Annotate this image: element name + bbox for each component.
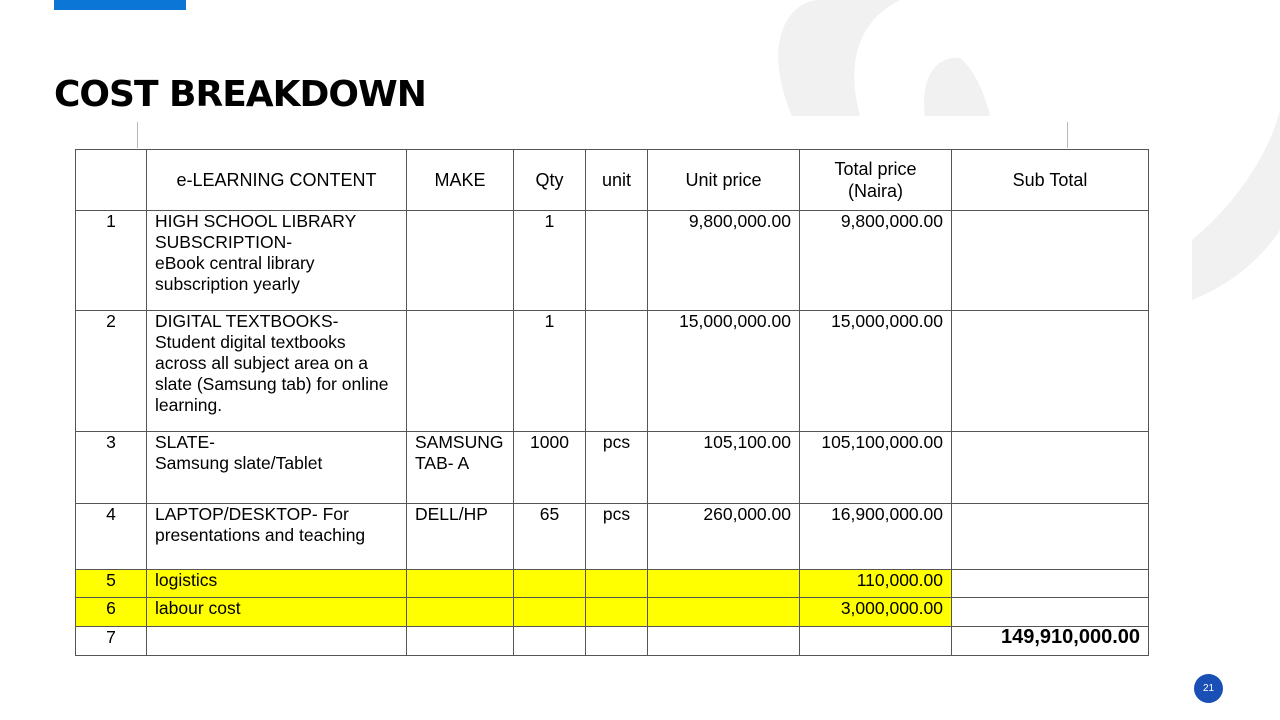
row-unit-price: [648, 598, 800, 627]
table-row: [76, 311, 1149, 432]
row-total-price: 105,100,000.00: [800, 432, 952, 504]
row-unit: [586, 211, 648, 311]
row-unit-price: [648, 570, 800, 598]
row-total-price: 16,900,000.00: [800, 504, 952, 570]
cost-table: [75, 149, 1149, 656]
slide-title: COST BREAKDOWN: [54, 74, 426, 115]
item-detail: Student digital textbooks across all subject area on a slate (Samsung tab) for online learning.: [155, 332, 389, 415]
row-number: 2: [76, 311, 147, 432]
row-description: [147, 211, 407, 311]
row-unit: pcs: [586, 504, 648, 570]
row-qty: [514, 570, 586, 598]
item-detail: eBook central library subscription yearly: [155, 253, 315, 294]
row-total-price: [800, 627, 952, 656]
row-sub-total: [952, 432, 1149, 504]
row-description: [147, 311, 407, 432]
row-total-price: 110,000.00: [800, 570, 952, 598]
row-unit: [586, 598, 648, 627]
row-make: [407, 211, 514, 311]
row-sub-total: [952, 570, 1149, 598]
row-number: 3: [76, 432, 147, 504]
header-unit: unit: [586, 150, 648, 211]
row-make: [407, 311, 514, 432]
row-make: [407, 570, 514, 598]
row-sub-total: [952, 598, 1149, 627]
table-row: [76, 211, 1149, 311]
row-number: 4: [76, 504, 147, 570]
row-qty: 1: [514, 311, 586, 432]
row-unit: [586, 311, 648, 432]
row-description: logistics: [147, 570, 407, 598]
header-make: MAKE: [407, 150, 514, 211]
row-make: [407, 627, 514, 656]
row-number: 7: [76, 627, 147, 656]
row-total-price: 15,000,000.00: [800, 311, 952, 432]
table-header-row: [76, 150, 1149, 211]
item-title: SLATE-: [155, 432, 215, 452]
item-title: HIGH SCHOOL LIBRARY SUBSCRIPTION-: [155, 211, 356, 252]
row-number: 6: [76, 598, 147, 627]
page-number-badge: 21: [1194, 674, 1223, 703]
row-qty: 1: [514, 211, 586, 311]
item-detail: For presentations and teaching: [155, 504, 366, 545]
table-row-highlighted: [76, 598, 1149, 627]
item-title: LAPTOP/DESKTOP-: [155, 504, 318, 524]
header-content: e-LEARNING CONTENT: [147, 150, 407, 211]
row-description: labour cost: [147, 598, 407, 627]
row-unit: [586, 627, 648, 656]
header-unit-price: Unit price: [648, 150, 800, 211]
row-unit: pcs: [586, 432, 648, 504]
row-unit-price: 105,100.00: [648, 432, 800, 504]
item-detail: Samsung slate/Tablet: [155, 453, 323, 473]
row-qty: [514, 598, 586, 627]
header-qty: Qty: [514, 150, 586, 211]
row-make: [407, 598, 514, 627]
row-total-price: 9,800,000.00: [800, 211, 952, 311]
row-unit: [586, 570, 648, 598]
table-row: [76, 504, 1149, 570]
row-make: DELL/HP: [407, 504, 514, 570]
row-unit-price: [648, 627, 800, 656]
row-unit-price: 15,000,000.00: [648, 311, 800, 432]
table-row: [76, 432, 1149, 504]
row-description: [147, 627, 407, 656]
row-qty: 65: [514, 504, 586, 570]
row-sub-total: [952, 211, 1149, 311]
header-no: [76, 150, 147, 211]
header-total-price: Total price (Naira): [800, 150, 952, 211]
row-description: [147, 432, 407, 504]
row-sub-total: [952, 504, 1149, 570]
frame-tick-right: [1067, 122, 1068, 148]
item-title: DIGITAL TEXTBOOKS-: [155, 311, 339, 331]
table-row-grand-total: [76, 627, 1149, 656]
row-number: 5: [76, 570, 147, 598]
row-number: 1: [76, 211, 147, 311]
row-qty: 1000: [514, 432, 586, 504]
row-description: [147, 504, 407, 570]
row-unit-price: 9,800,000.00: [648, 211, 800, 311]
row-make: SAMSUNG TAB- A: [407, 432, 514, 504]
table-row-highlighted: [76, 570, 1149, 598]
row-sub-total: [952, 311, 1149, 432]
frame-tick-left: [137, 122, 138, 148]
header-sub-total: Sub Total: [952, 150, 1149, 211]
row-qty: [514, 627, 586, 656]
grand-total: 149,910,000.00: [952, 627, 1149, 656]
row-total-price: 3,000,000.00: [800, 598, 952, 627]
row-unit-price: 260,000.00: [648, 504, 800, 570]
